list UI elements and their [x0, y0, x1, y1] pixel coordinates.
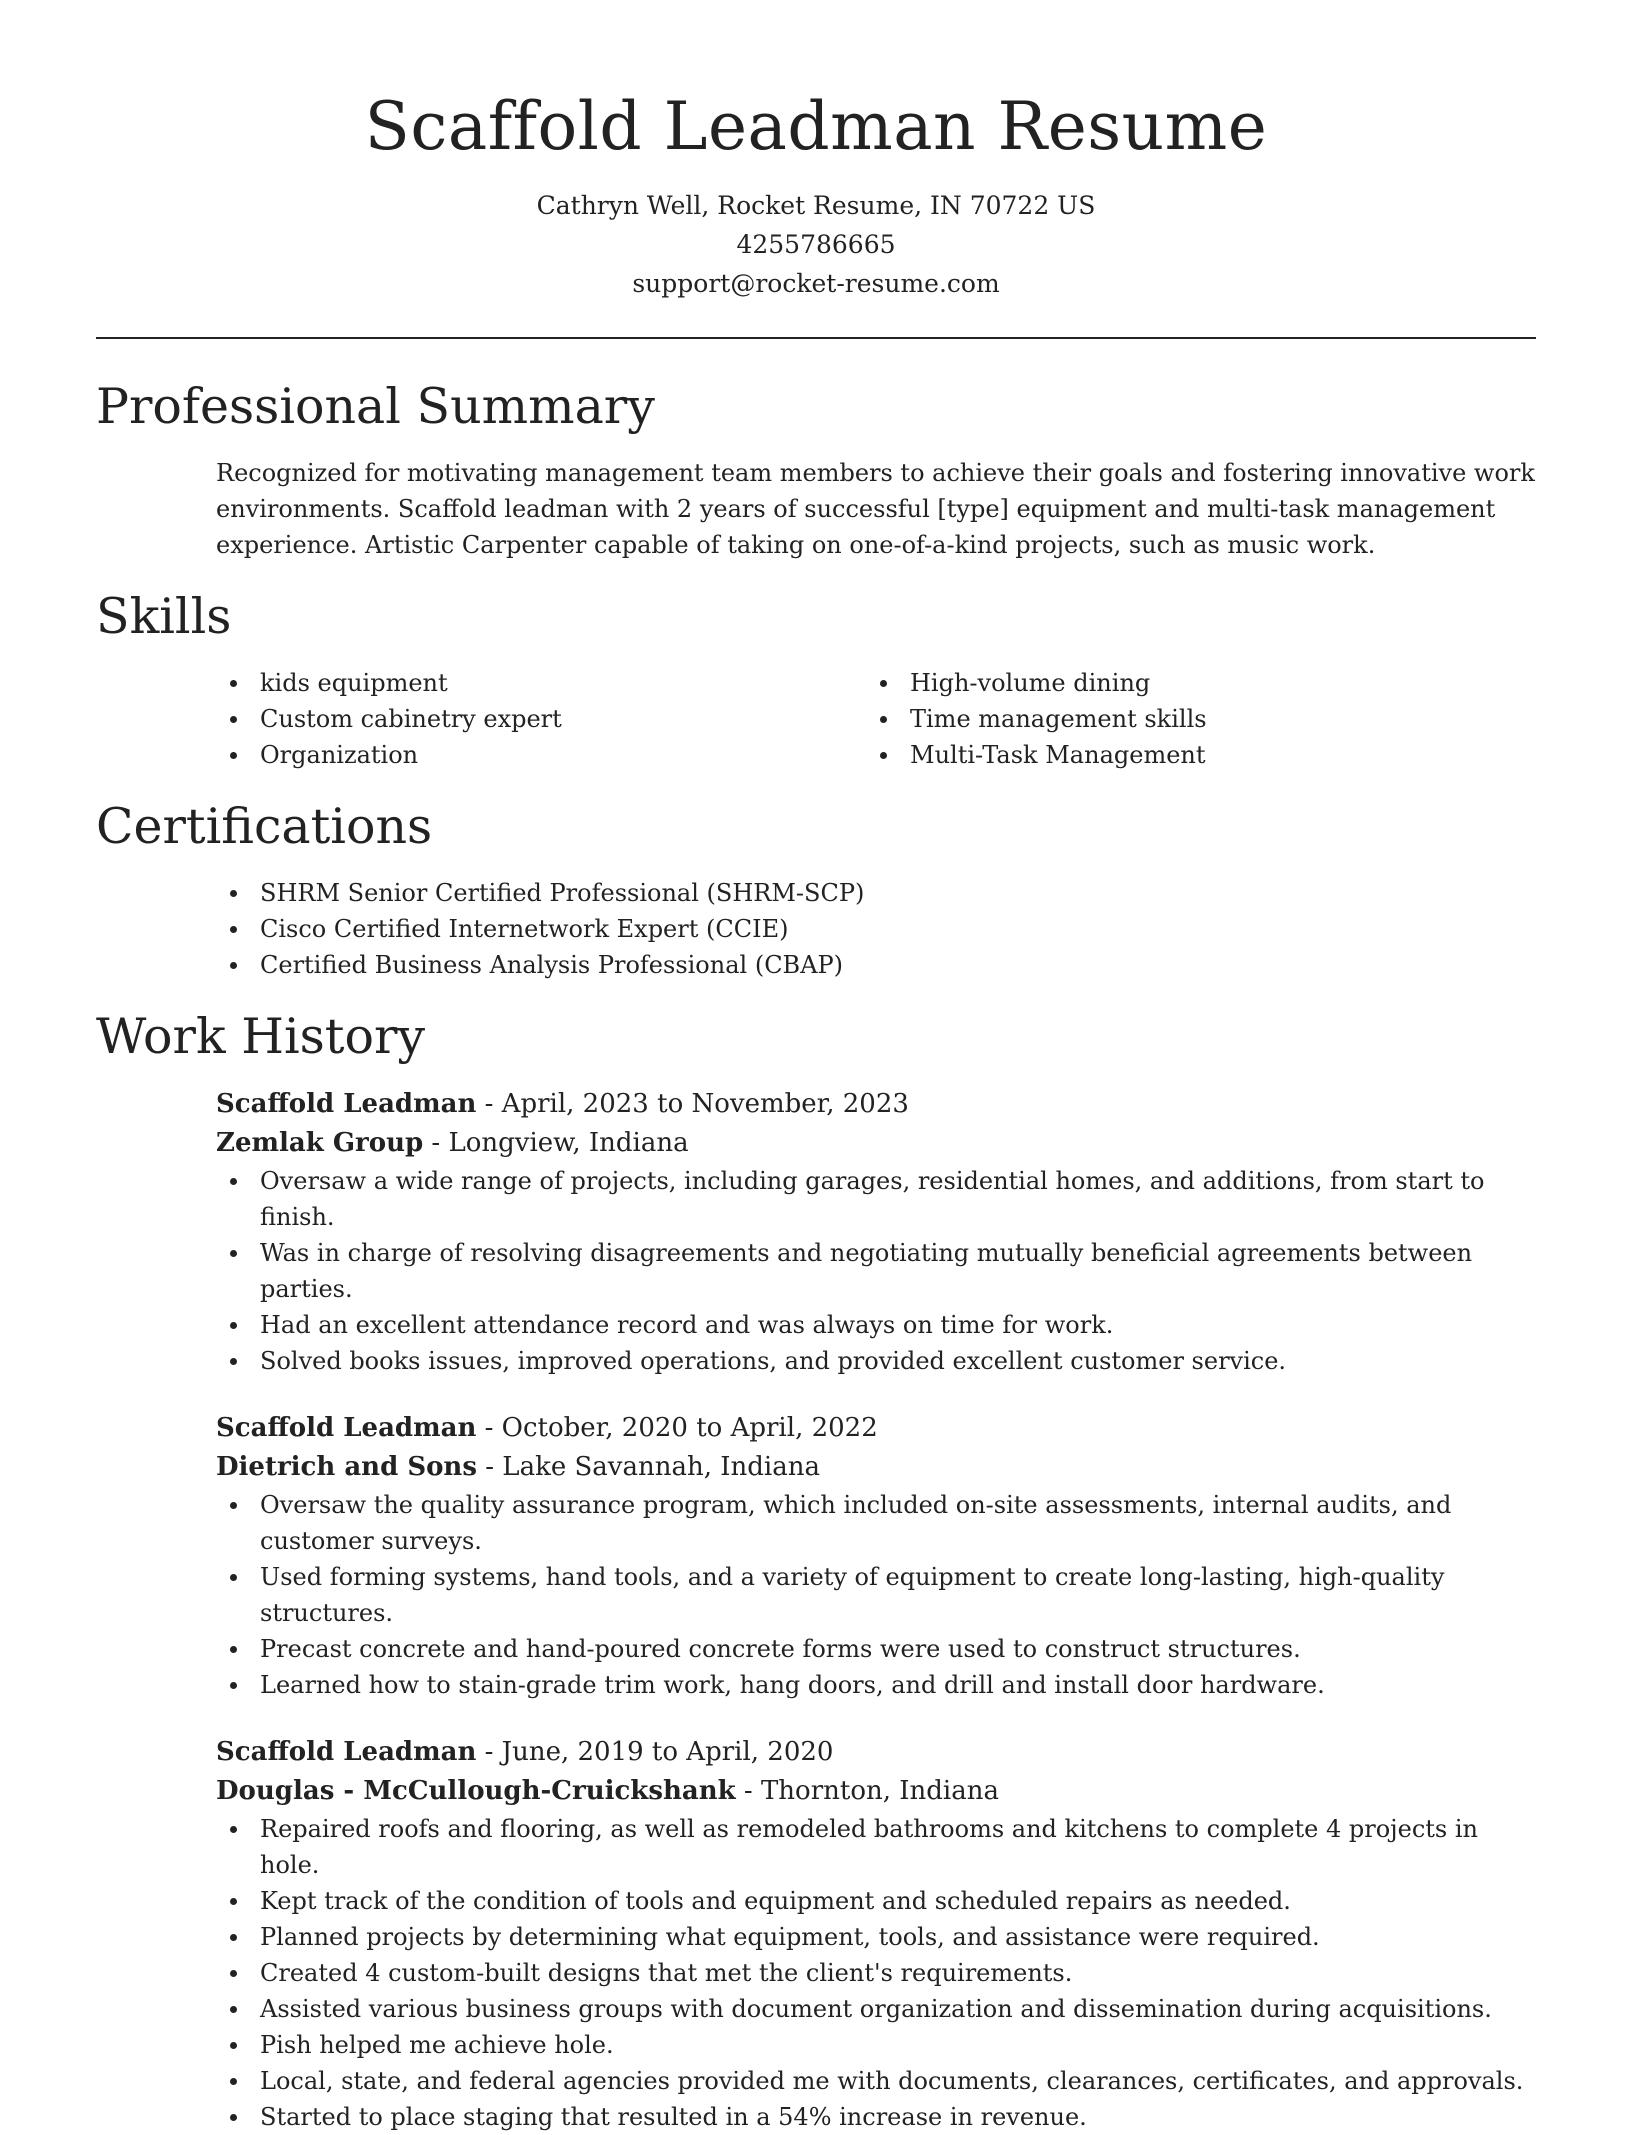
job-duty-item: Precast concrete and hand-poured concrete forms were used to construct structures. — [216, 1631, 1536, 1667]
skill-item: Custom cabinetry expert — [216, 701, 866, 737]
contact-info — [96, 186, 1536, 303]
bullet-icon — [230, 1358, 237, 1365]
skills-heading: Skills — [96, 588, 232, 645]
summary-heading: Professional Summary — [96, 378, 655, 435]
job-company: Dietrich and Sons — [216, 1452, 477, 1482]
bullet-icon — [880, 752, 887, 759]
contact-address: Cathryn Well, Rocket Resume, IN 70722 US — [536, 191, 1096, 220]
bullet-icon — [230, 680, 237, 687]
job-duty-item: Solved books issues, improved operations, and provided excellent customer service. — [216, 1343, 1536, 1379]
bullet-icon — [230, 890, 237, 897]
job-location: - Longview, Indiana — [423, 1128, 689, 1158]
bullet-icon — [230, 1970, 237, 1977]
job-title: Scaffold Leadman — [216, 1737, 477, 1767]
job-title-line — [216, 1733, 1536, 1772]
job-company-line — [216, 1448, 1536, 1487]
skills-list — [216, 665, 1536, 773]
certification-item: Cisco Certified Internetwork Expert (CCIE) — [216, 911, 1536, 947]
summary-text: Recognized for motivating management team members to achieve their goals and fostering innovative work environments. Scaffold leadman with 2 years of successful [type] equipment and multi-task management experience. Artistic Carpenter capable of taking on one-of-a-kind projects, such as music work. — [216, 459, 1535, 559]
contact-phone: 4255786665 — [736, 230, 896, 259]
job-dates: - June, 2019 to April, 2020 — [476, 1737, 834, 1767]
job-duty-item: Local, state, and federal agencies provided me with documents, clearances, certificates, and approvals. — [216, 2063, 1536, 2099]
job-duty-item: Oversaw a wide range of projects, including garages, residential homes, and additions, from start to finish. — [216, 1163, 1536, 1235]
job-title: Scaffold Leadman — [216, 1089, 477, 1119]
resume-page — [96, 0, 1536, 2131]
job-duty-item: Assisted various business groups with document organization and dissemination during acquisitions. — [216, 1991, 1536, 2027]
job-duty-item: Was in charge of resolving disagreements and negotiating mutually beneficial agreements between parties. — [216, 1235, 1536, 1307]
job-duty-item: Used forming systems, hand tools, and a variety of equipment to create long-lasting, high-quality structures. — [216, 1559, 1536, 1631]
job-location: - Thornton, Indiana — [735, 1776, 999, 1806]
job-company: Douglas - McCullough-Cruickshank — [216, 1776, 736, 1806]
job-title-line — [216, 1085, 1536, 1124]
work-history-heading: Work History — [96, 1008, 426, 1065]
skill-item: Time management skills — [866, 701, 1516, 737]
job-title-line — [216, 1409, 1536, 1448]
skill-item: kids equipment — [216, 665, 866, 701]
job-duty-item: Learned how to stain-grade trim work, hang doors, and drill and install door hardware. — [216, 1667, 1536, 1703]
job-duty-item: Planned projects by determining what equipment, tools, and assistance were required. — [216, 1919, 1536, 1955]
bullet-icon — [230, 1826, 237, 1833]
job-duty-item: Created 4 custom-built designs that met the client's requirements. — [216, 1955, 1536, 1991]
bullet-icon — [230, 926, 237, 933]
skills-column-left — [216, 665, 866, 773]
bullet-icon — [230, 1898, 237, 1905]
header-divider — [96, 337, 1536, 339]
job-duty-item: Oversaw the quality assurance program, which included on-site assessments, internal audits, and customer surveys. — [216, 1487, 1536, 1559]
job-location: - Lake Savannah, Indiana — [476, 1452, 820, 1482]
bullet-icon — [230, 716, 237, 723]
skill-item: High-volume dining — [866, 665, 1516, 701]
bullet-icon — [230, 1322, 237, 1329]
bullet-icon — [230, 752, 237, 759]
job-duty-item: Had an excellent attendance record and was always on time for work. — [216, 1307, 1536, 1343]
job-entry — [216, 1409, 1536, 1703]
resume-title: Scaffold Leadman Resume — [364, 88, 1268, 165]
job-duties — [216, 1487, 1536, 1703]
skill-item: Multi-Task Management — [866, 737, 1516, 773]
certification-item: SHRM Senior Certified Professional (SHRM-SCP) — [216, 875, 1536, 911]
job-duty-item: Repaired roofs and flooring, as well as remodeled bathrooms and kitchens to complete 4 projects in hole. — [216, 1811, 1536, 1883]
bullet-icon — [230, 1178, 237, 1185]
bullet-icon — [230, 1934, 237, 1941]
skills-column-right — [866, 665, 1516, 773]
job-duty-item: Kept track of the condition of tools and equipment and scheduled repairs as needed. — [216, 1883, 1536, 1919]
bullet-icon — [230, 2006, 237, 2013]
bullet-icon — [230, 2042, 237, 2049]
job-company-line — [216, 1772, 1536, 1811]
certifications-list — [216, 875, 1536, 983]
bullet-icon — [230, 1250, 237, 1257]
job-duty-item: Pish helped me achieve hole. — [216, 2027, 1536, 2063]
contact-email: support@rocket-resume.com — [632, 269, 1000, 298]
job-entry — [216, 1733, 1536, 2135]
job-duties — [216, 1163, 1536, 1379]
job-title: Scaffold Leadman — [216, 1413, 477, 1443]
job-company-line — [216, 1124, 1536, 1163]
bullet-icon — [230, 1646, 237, 1653]
job-duties — [216, 1811, 1536, 2135]
job-dates: - April, 2023 to November, 2023 — [476, 1089, 909, 1119]
bullet-icon — [230, 2078, 237, 2085]
job-entry — [216, 1085, 1536, 1379]
bullet-icon — [230, 1574, 237, 1581]
job-duty-item: Started to place staging that resulted in a 54% increase in revenue. — [216, 2099, 1536, 2135]
certifications-heading: Certifications — [96, 798, 433, 855]
bullet-icon — [880, 716, 887, 723]
bullet-icon — [230, 1502, 237, 1509]
bullet-icon — [230, 1682, 237, 1689]
bullet-icon — [230, 962, 237, 969]
job-company: Zemlak Group — [216, 1128, 424, 1158]
bullet-icon — [230, 2114, 237, 2121]
bullet-icon — [880, 680, 887, 687]
certification-item: Certified Business Analysis Professional (CBAP) — [216, 947, 1536, 983]
skill-item: Organization — [216, 737, 866, 773]
job-dates: - October, 2020 to April, 2022 — [476, 1413, 878, 1443]
